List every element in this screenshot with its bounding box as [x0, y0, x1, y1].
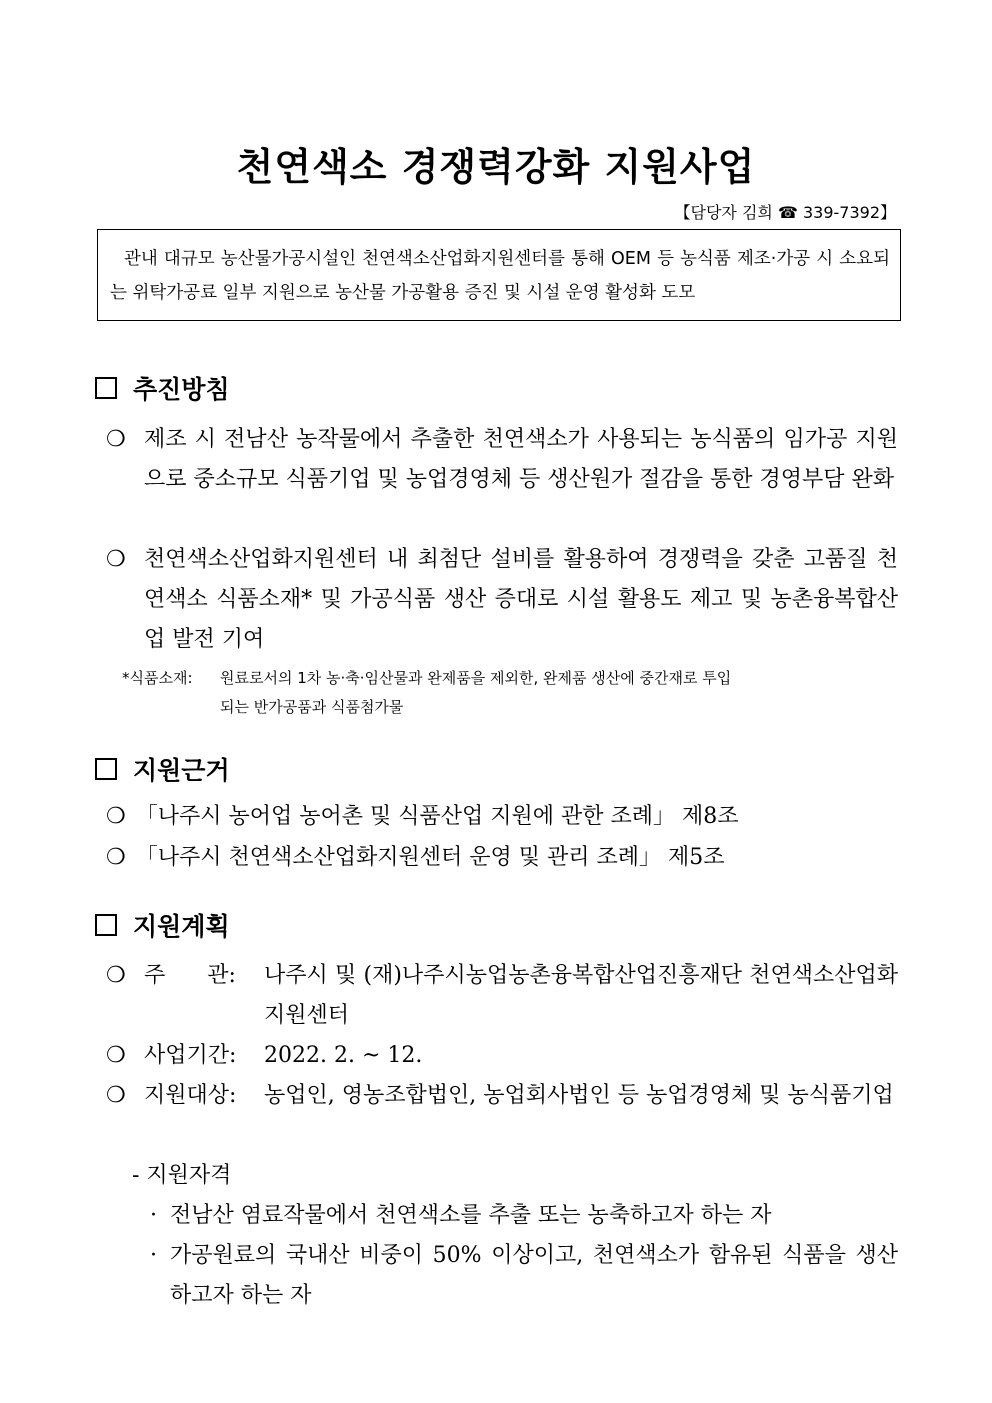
plan-item-target: ❍ 지원대상: 농업인, 영농조합법인, 농업회사법인 등 농업경영체 및 농식품기업 — [106, 1076, 898, 1116]
checkbox-square-icon — [95, 377, 117, 399]
circle-bullet-icon: ❍ — [106, 1043, 126, 1068]
section-heading-basis: 지원근거 — [95, 751, 230, 787]
qualification-item-2: · 가공원료의 국내산 비중이 50% 이상이고, 천연색소가 함유된 식품을 생산하고자 하는 자 — [150, 1236, 898, 1316]
footnote: *식품소재: 원료로서의 1차 농·축·임산물과 완제품을 제외한, 완제품 생산에 중간재로 투입 되는 반가공품과 식품첨가물 — [122, 669, 732, 716]
plan-item-organizer: ❍ 주 관: 나주시 및 (재)나주시농업농촌융복합산업진흥재단 천연색소산업화지원센터 — [106, 956, 898, 1036]
circle-bullet-icon: ❍ — [106, 963, 126, 988]
basis-bullet-1: ❍ 「나주시 농어업 농어촌 및 식품산업 지원에 관한 조례」 제8조 — [106, 804, 739, 829]
dot-bullet-icon: · — [150, 1243, 157, 1268]
qualification-subheading: - 지원자격 — [132, 1163, 232, 1188]
circle-bullet-icon: ❍ — [106, 845, 126, 870]
circle-bullet-icon: ❍ — [106, 1083, 126, 1108]
summary-box: 관내 대규모 농산물가공시설인 천연색소산업화지원센터를 통해 OEM 등 농식품 제조·가공 시 소요되는 위탁가공료 일부 지원으로 농산물 가공활용 증진 및 시설 운영 활성화 도모 — [97, 229, 901, 321]
circle-bullet-icon: ❍ — [106, 804, 126, 829]
contact-info: 【담당자 김희 ☎ 339-7392】 — [674, 203, 896, 222]
page-title: 천연색소 경쟁력강화 지원사업 — [236, 145, 756, 189]
section-heading-plan: 지원계획 — [95, 907, 230, 943]
basis-bullet-2: ❍ 「나주시 천연색소산업화지원센터 운영 및 관리 조례」 제5조 — [106, 845, 725, 870]
checkbox-square-icon — [95, 758, 117, 780]
checkbox-square-icon — [95, 914, 117, 936]
policy-bullet-1: ❍ 제조 시 전남산 농작물에서 추출한 천연색소가 사용되는 농식품의 임가공 지원으로 중소규모 식품기업 및 농업경영체 등 생산원가 절감을 통한 경영부담 완화 — [106, 420, 898, 500]
qualification-item-1: · 전남산 염료작물에서 천연색소를 추출 또는 농축하고자 하는 자 — [150, 1196, 898, 1236]
dot-bullet-icon: · — [150, 1203, 157, 1228]
plan-item-period: ❍ 사업기간: 2022. 2. ~ 12. — [106, 1036, 898, 1076]
policy-bullet-2: ❍ 천연색소산업화지원센터 내 최첨단 설비를 활용하여 경쟁력을 갖춘 고품질 천연색소 식품소재* 및 가공식품 생산 증대로 시설 활용도 제고 및 농촌융복합산업 발전 기여 — [106, 540, 898, 660]
circle-bullet-icon: ❍ — [106, 547, 126, 572]
section-heading-policy: 추진방침 — [95, 370, 230, 406]
circle-bullet-icon: ❍ — [106, 427, 126, 452]
